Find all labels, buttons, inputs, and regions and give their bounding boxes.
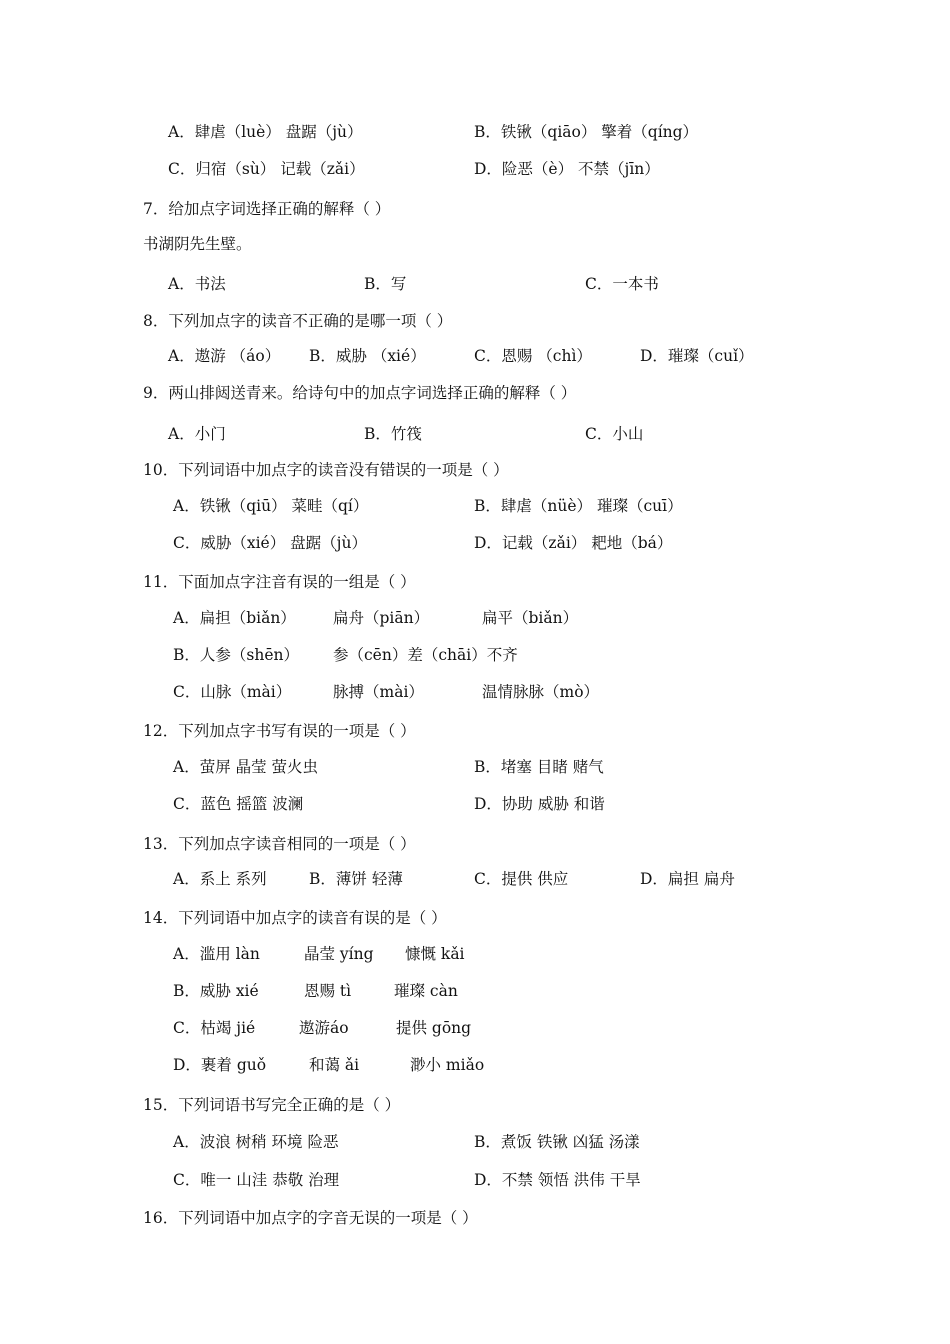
question-text: 14．下列词语中加点字的读音有误的是（ ） xyxy=(143,909,447,927)
option-text: D．险恶（è） 不禁（jīn） xyxy=(474,160,660,178)
option-text: B．威胁 （xié） xyxy=(309,347,426,365)
option-text: A．萤屏 晶莹 萤火虫 xyxy=(173,758,319,776)
option-text: D．不禁 领悟 洪伟 干旱 xyxy=(474,1171,641,1189)
option-text: 参（cēn）差（chāi）不齐 xyxy=(333,646,518,664)
question-text: 7．给加点字词选择正确的解释（ ） xyxy=(143,200,391,218)
option-text: B．写 xyxy=(364,275,407,293)
option-text: D．璀璨（cuǐ） xyxy=(640,347,754,365)
option-text: 遨游áo xyxy=(299,1019,349,1037)
option-text: B．薄饼 轻薄 xyxy=(309,870,403,888)
option-text: B．肆虐（nüè） 璀璨（cuī） xyxy=(474,497,683,515)
option-text: C．小山 xyxy=(585,425,644,443)
option-text: 提供 gōng xyxy=(396,1019,472,1037)
option-text: 脉搏（mài） xyxy=(333,683,424,701)
option-text: 恩赐 tì xyxy=(304,982,352,1000)
option-text: A．扁担（biǎn） xyxy=(173,609,296,627)
question-text: 9．两山排闼送青来。给诗句中的加点字词选择正确的解释（ ） xyxy=(143,384,577,402)
option-text: A．书法 xyxy=(168,275,226,293)
option-text: A．系上 系列 xyxy=(173,870,267,888)
option-text: D．协助 威胁 和谐 xyxy=(474,795,605,813)
option-text: D．扁担 扁舟 xyxy=(640,870,735,888)
question-text: 15．下列词语书写完全正确的是（ ） xyxy=(143,1096,401,1114)
option-text: C．一本书 xyxy=(585,275,659,293)
option-text: C．威胁（xié） 盘踞（jù） xyxy=(173,534,367,552)
option-text: C．山脉（mài） xyxy=(173,683,292,701)
option-text: C．归宿（sù） 记载（zǎi） xyxy=(168,160,365,178)
question-text: 13．下列加点字读音相同的一项是（ ） xyxy=(143,835,416,853)
option-text: C．唯一 山洼 恭敬 治理 xyxy=(173,1171,340,1189)
option-text: A．铁锹（qiū） 菜畦（qí） xyxy=(173,497,369,515)
option-text: D．裹着 guǒ xyxy=(173,1056,267,1074)
question-text: 8．下列加点字的读音不正确的是哪一项（ ） xyxy=(143,312,453,330)
option-text: B．竹筏 xyxy=(364,425,422,443)
option-text: 晶莹 yíng xyxy=(304,945,374,963)
option-text: 扁平（biǎn） xyxy=(482,609,579,627)
option-text: 渺小 miǎo xyxy=(410,1056,485,1074)
option-text: D．记载（zǎi） 耙地（bá） xyxy=(474,534,673,552)
option-text: 和蔼 ǎi xyxy=(309,1056,360,1074)
option-text: A．波浪 树稍 环境 险恶 xyxy=(173,1133,339,1151)
option-text: 温情脉脉（mò） xyxy=(482,683,600,701)
option-text: C．提供 供应 xyxy=(474,870,569,888)
option-text: A．小门 xyxy=(168,425,226,443)
option-text: B．威胁 xié xyxy=(173,982,259,1000)
option-text: A．滥用 làn xyxy=(173,945,260,963)
question-text: 11．下面加点字注音有误的一组是（ ） xyxy=(143,573,416,591)
option-text: 璀璨 càn xyxy=(394,982,458,1000)
question-text: 10．下列词语中加点字的读音没有错误的一项是（ ） xyxy=(143,461,509,479)
option-text: B．人参（shēn） xyxy=(173,646,299,664)
option-text: B．铁锹（qiāo） 擎着（qíng） xyxy=(474,123,699,141)
option-text: C．蓝色 摇篮 波澜 xyxy=(173,795,304,813)
option-text: 扁舟（piān） xyxy=(333,609,430,627)
option-text: B．煮饭 铁锹 凶猛 汤漾 xyxy=(474,1133,640,1151)
question-text: 书湖阴先生壁。 xyxy=(143,235,252,253)
option-text: C．恩赐 （chì） xyxy=(474,347,592,365)
option-text: 慷慨 kǎi xyxy=(405,945,465,963)
question-text: 12．下列加点字书写有误的一项是（ ） xyxy=(143,722,416,740)
question-text: 16．下列词语中加点字的字音无误的一项是（ ） xyxy=(143,1209,478,1227)
option-text: C．枯竭 jié xyxy=(173,1019,256,1037)
option-text: A．遨游 （áo） xyxy=(168,347,281,365)
option-text: B．堵塞 目睹 赌气 xyxy=(474,758,604,776)
option-text: A．肆虐（luè） 盘踞（jù） xyxy=(168,123,363,141)
